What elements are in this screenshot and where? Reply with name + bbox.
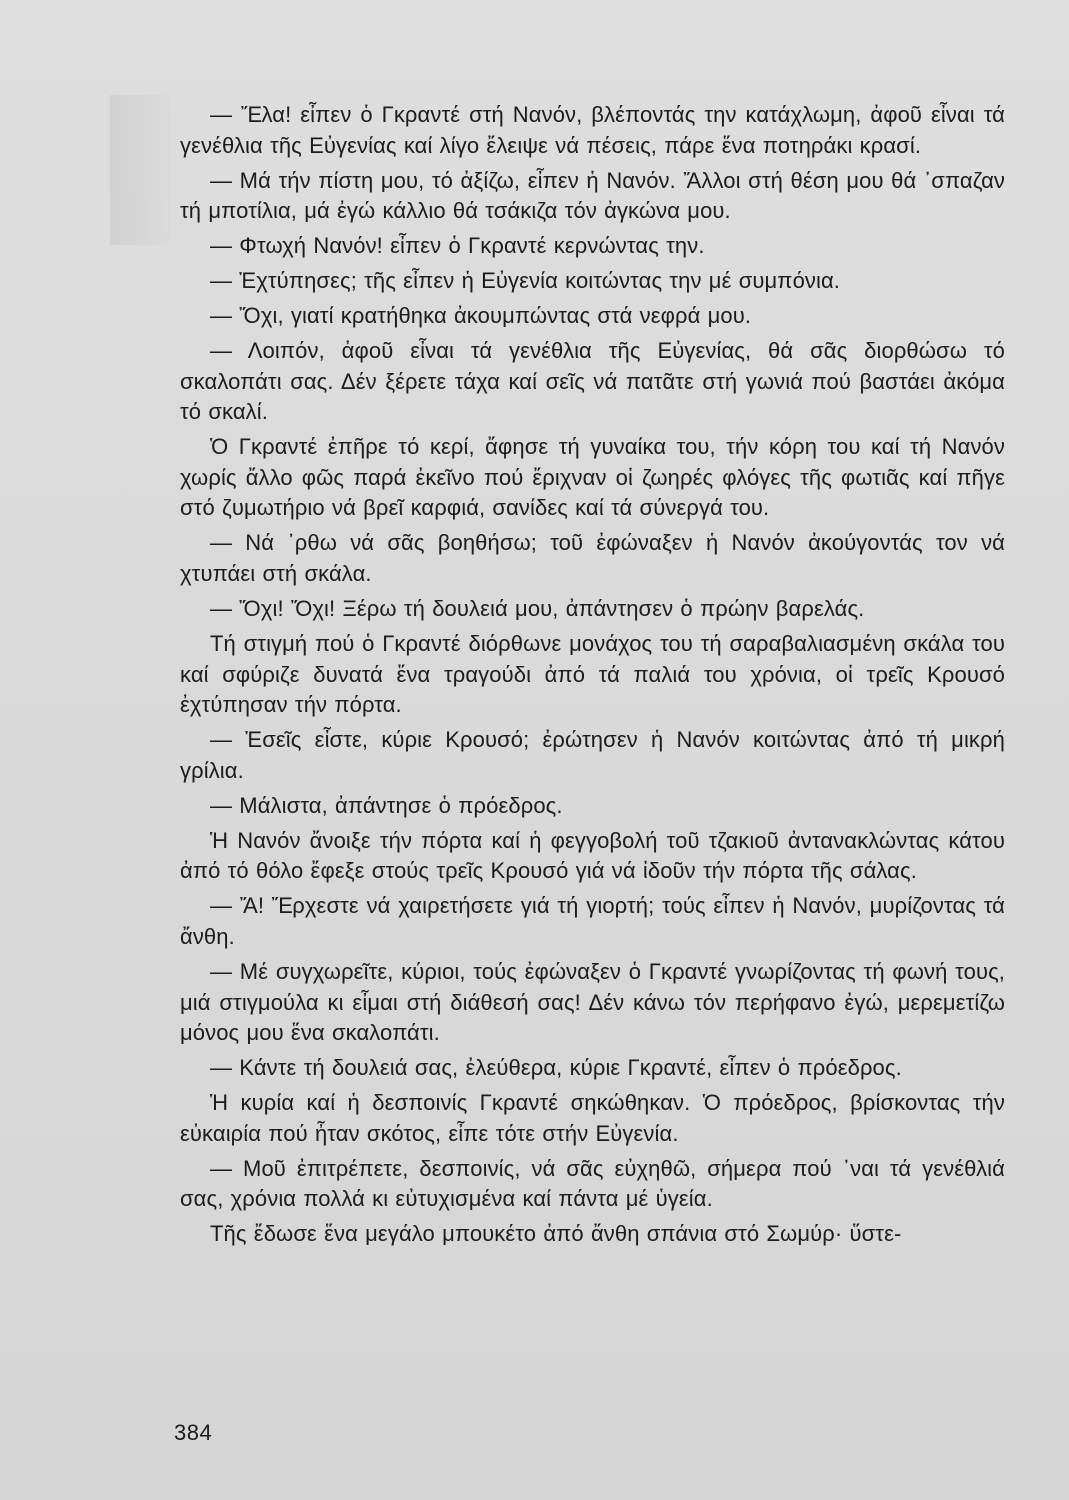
paragraph: Τῆς ἔδωσε ἕνα μεγάλο μπουκέτο ἀπό ἄνθη σπάνια στό Σωμύρ· ὕστε-	[210, 1221, 902, 1247]
show-through-mark	[110, 95, 170, 245]
paragraph: Ὁ Γκραντέ ἐπῆρε τό κερί, ἄφησε τή γυναίκα του, τήν κόρη του καί τή Νανόν χωρίς ἄλλο φῶς παρά ἐκεῖνο πού ἔριχναν οἱ ζωηρές φλόγες τῆς φωτιᾶς καί πῆγε στό ζυμωτήριο νά βρεῖ καρφιά, σανίδες καί τά σύνεργά του.	[180, 434, 1005, 521]
paragraph: — Ἄ! Ἔρχεστε νά χαιρετήσετε γιά τή γιορτή; τούς εἶπεν ἡ Νανόν, μυρίζοντας τά ἄνθη.	[180, 893, 1005, 949]
paragraph: — Μέ συγχωρεῖτε, κύριοι, τούς ἐφώναξεν ὁ Γκραντέ γνωρίζοντας τή φωνή τους, μιά στιγμούλα κι εἶμαι στή διάθεσή σας! Δέν κάνω τόν περήφανο ἐγώ, μερεμετίζω μόνος μου ἕνα σκαλοπάτι.	[180, 958, 1005, 1046]
paragraph: — Νά ᾽ρθω νά σᾶς βοηθήσω; τοῦ ἐφώναξεν ἡ Νανόν ἀκούγοντάς τον νά χτυπάει στή σκάλα.	[180, 530, 1005, 587]
paragraph: — Μοῦ ἐπιτρέπετε, δεσποινίς, νά σᾶς εὐχηθῶ, σήμερα πού ᾽ναι τά γενέθλιά σας, χρόνια πολλά κι εὐτυχισμένα καί πάντα μέ ὑγεία.	[180, 1155, 1005, 1212]
paragraph: — Μάλιστα, ἀπάντησε ὁ πρόεδρος.	[210, 792, 563, 818]
paragraph: — Φτωχή Νανόν! εἶπεν ὁ Γκραντέ κερνώντας την.	[210, 233, 705, 259]
paragraph: — Ἐχτύπησες; τῆς εἶπεν ἡ Εὐγενία κοιτώντας την μέ συμπόνια.	[210, 268, 841, 294]
page-body-text	[180, 100, 1005, 1254]
paragraph: — Ἔλα! εἶπεν ὁ Γκραντέ στή Νανόν, βλέποντάς την κατάχλωμη, ἀφοῦ εἶναι τά γενέθλια τῆς Εὐγενίας καί λίγο ἔλειψε νά πέσεις, πάρε ἕνα ποτηράκι κρασί.	[180, 102, 1005, 158]
paragraph: — Μά τήν πίστη μου, τό ἀξίζω, εἶπεν ἡ Νανόν. Ἄλλοι στή θέση μου θά ᾽σπαζαν τή μποτίλια, μά ἐγώ κάλλιο θά τσάκιζα τόν ἀγκώνα μου.	[180, 167, 1005, 224]
paragraph: — Ἐσεῖς εἶστε, κύριε Κρουσό; ἐρώτησεν ἡ Νανόν κοιτώντας ἀπό τή μικρή γρίλια.	[180, 727, 1005, 783]
paragraph: — Κάντε τή δουλειά σας, ἐλεύθερα, κύριε Γκραντέ, εἶπεν ὁ πρόεδρος.	[210, 1055, 902, 1081]
paragraph: — Ὄχι, γιατί κρατήθηκα ἀκουμπώντας στά νεφρά μου.	[210, 303, 752, 329]
paragraph: — Ὄχι! Ὄχι! Ξέρω τή δουλειά μου, ἀπάντησεν ὁ πρώην βαρελάς.	[210, 596, 865, 622]
paragraph: Ἡ Νανόν ἄνοιξε τήν πόρτα καί ἡ φεγγοβολή τοῦ τζακιοῦ ἀντανακλώντας κάτου ἀπό τό θόλο ἔφεξε στούς τρεῖς Κρουσό γιά νά ἰδοῦν τήν πόρτα τῆς σάλας.	[180, 827, 1005, 884]
page-number: 384	[174, 1420, 213, 1445]
paragraph: Ἡ κυρία καί ἡ δεσποινίς Γκραντέ σηκώθηκαν. Ὁ πρόεδρος, βρίσκοντας τήν εὐκαιρία πού ἦταν σκότος, εἶπε τότε στήν Εὐγενία.	[180, 1090, 1005, 1146]
paragraph: — Λοιπόν, ἀφοῦ εἶναι τά γενέθλια τῆς Εὐγενίας, θά σᾶς διορθώσω τό σκαλοπάτι σας. Δέν ξέρετε τάχα καί σεῖς νά πατᾶτε στή γωνιά πού βαστάει ἀκόμα τό σκαλί.	[180, 338, 1005, 425]
paragraph: Τή στιγμή πού ὁ Γκραντέ διόρθωνε μονάχος του τή σαραβαλιασμένη σκάλα του καί σφύριζε δυνατά ἕνα τραγούδι ἀπό τά παλιά του χρόνια, οἱ τρεῖς Κρουσό ἐχτύπησαν τήν πόρτα.	[180, 631, 1005, 718]
